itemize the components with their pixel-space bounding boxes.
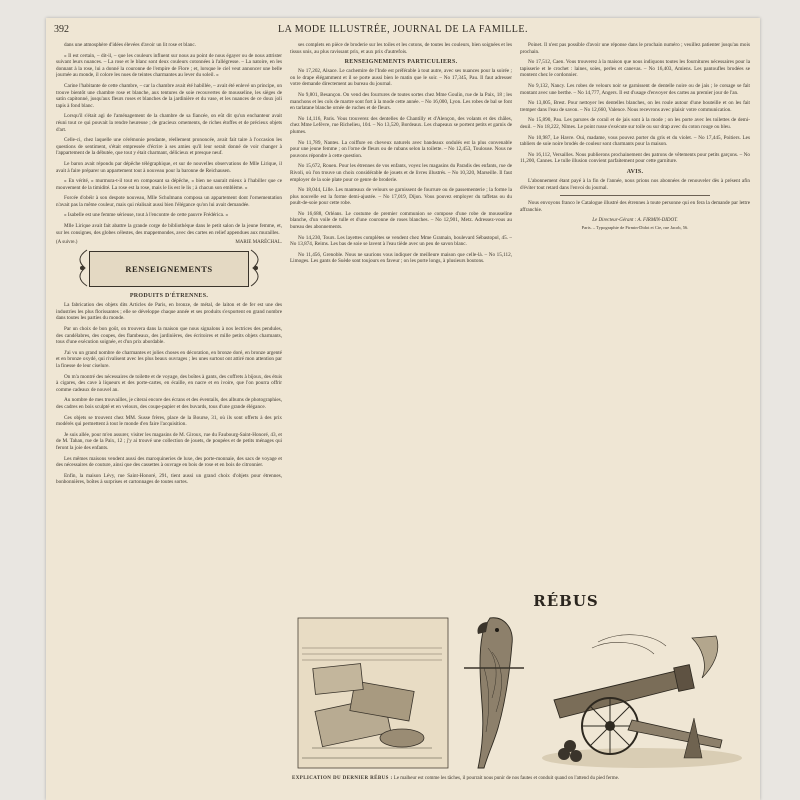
left-intro-text: [56, 42, 282, 236]
rebus-caption: [292, 776, 752, 782]
feuilleton-paragraph: Carine l'habitante de cette chambre, – car la chambre avait été habillée, – avait été enlevé un principe, on trouve bientôt une chambre rose et blanche, aux tentures de soie recouvertes de mousseline, les sièges de satin capitonné, jusqu'aux fleurs roses et blanches de la jardinière et du vase, et les nuances de ce doux joli tapis à fond blanc.: [56, 82, 282, 109]
renseignement-paragraph: No 14,116, Paris. Vous trouverez des dentelles de Chantilly et d'Alençon, des volants et des châles, chez Mme Lefèvre, rue Richelieu, 104. – No 13,520, Bordeaux. Les chapeaux se portent petits et garnis de plumes.: [290, 115, 512, 135]
particuliers-text: [290, 68, 512, 265]
renseignement-paragraph: No 11,456, Grenoble. Nous ne saurions vous indiquer de meilleure maison que celle-là. – No 15,112, Limoges. Les gants de Suède sont toujours en faveur ; on les porte longs, à plusieurs boutons.: [290, 251, 512, 265]
feuilleton-paragraph: Celle-ci, chez laquelle une cérémonie pendante, réellement prononcée, avait fait taire à l'occasion les questions de sentiment, s'était empressée d'écrire à ses amies qu'il leur serait donné de voir changer à l'appartement de la débutée, que tout y était charmant, délicieux et presque neuf.: [56, 137, 282, 157]
feuilleton-paragraph: Le baron avait répondu par dépêche télégraphique, et sur de nouvelles observations de Mlle Lirique, il avait à faire préparer un appartement tout à nouveau pour la baronne de Reichausen.: [56, 160, 282, 174]
rebus-caption-label: EXPLICATION DU DERNIER RÉBUS :: [292, 776, 393, 781]
signature-author: MARIE MARÉCHAL.: [235, 240, 282, 246]
etrennes-paragraph: Je suis allée, pour m'en assurer, visiter les magasins de M. Giroux, rue du Faubourg-Saint-Honoré, 43, et de M. Tahan, rue de la Paix, 12 ; j'y ai trouvé une collection de jouets, de poupées et de petits ménages qui feront la joie des enfants.: [56, 431, 282, 451]
etrennes-text: [56, 302, 282, 486]
rebus-left-scene: [298, 618, 448, 768]
renseignement-paragraph: No 16,112, Versailles. Nous publierons prochainement des patrons de vêtements pour petits garçons. – No 11,200, Cannes. Le tulle illusion convient parfaitement pour cette garniture.: [520, 151, 750, 165]
avis-text: L'abonnement étant payé à la fin de l'année, nous prions nos abonnées de renouveler dès à présent afin d'éviter tout retard dans l'envoi du journal.: [520, 177, 750, 191]
etrennes-section-title: PRODUITS D'ÉTRENNES.: [129, 293, 209, 300]
article-signature: [56, 240, 282, 245]
avis-title: AVIS.: [626, 168, 644, 175]
renseignement-paragraph: No 15,890, Pau. Les parures de corail et de jais sont à la mode ; on les porte avec les toilettes de demi-deuil. – No 18,222, Nîmes. Le point russe s'exécute sur toile ou sur drap avec du coton rouge ou bleu.: [520, 117, 750, 130]
renseignement-paragraph: No 14,230, Tours. Les layettes complètes se vendent chez Mme Gramain, boulevard Sébastopol, 45. – No 13,874, Reims. Les bas de soie se lavent à l'eau tiède avec un peu de savon blanc.: [290, 234, 512, 248]
particuliers-section-title: RENSEIGNEMENTS PARTICULIERS.: [344, 59, 458, 66]
banner-right-ornament-icon: [250, 248, 262, 288]
renseignement-paragraph: No 9,132, Nancy. Les robes de velours noir se garnissent de dentelle noire ou de jais ; le corsage se fait montant avec une berthe. – No 14,777, Angers. Il est d'usage d'envoyer des cartes au premier jour de l'an.: [520, 82, 750, 96]
rebus-illustration: [292, 608, 752, 774]
etrennes-paragraph: Ces objets se trouvent chez MM. Susse frères, place de la Bourse, 31, où ils sont offerts à des prix modérés qui permettent à tout le monde d'en faire l'acquisition.: [56, 414, 282, 428]
feuilleton-paragraph: dans une atmosphère d'idées élevées d'avoir un lit rose et blanc.: [64, 42, 196, 48]
renseignement-paragraph: No 15,672, Rouen. Pour les étrennes de vos enfants, voyez les magasins du Paradis des enfants, rue de Rivoli, où l'on trouve un choix considérable de jouets et de livres illustrés. – No 10,320, Marseille. Il faut employer de la soie plate pour ce genre de broderie.: [290, 163, 512, 183]
renseignement-paragraph: No 18,044, Lille. Les manteaux de velours se garnissent de fourrure ou de passementerie ; la forme la plus nouvelle est la forme demi-ajustée. – No 17,019, Dijon. Vous pouvez employer du taffetas ou du poult-de-soie pour cette robe.: [290, 187, 512, 207]
etrennes-paragraph: J'ai vu un grand nombre de charmantes et jolies choses en décoration, en bronze doré, en bronze argenté et en bronze oxydé, qui rivalisent avec les plus beaux ouvrages ; les unes surtout ont attiré mon attention par la finesse de leur ciselure.: [56, 349, 282, 369]
page-header: [54, 24, 752, 38]
etrennes-paragraph: Enfin, la maison Lévy, rue Saint-Honoré, 291, tient aussi un grand choix d'objets pour étrennes, bonbonnières, boîtes à surprises et cartonnages de toutes sortes.: [56, 472, 282, 486]
banner-left-ornament-icon: [76, 248, 88, 288]
etrennes-paragraph: On m'a montré des nécessaires de toilette et de voyage, des boîtes à gants, des coffrets à bijoux, des étuis à cigares, des cave à liqueurs et des porte-cartes, en écaille, en nacre et en ivoire, que l'on pourra offrir comme cadeaux de nouvel an.: [56, 373, 282, 393]
printer-line: Paris. – Typographie de Firmin-Didot et Cie, rue Jacob, 56.: [581, 225, 689, 231]
rebus-parrot: [464, 618, 524, 768]
renseignement-paragraph: No 17,202, Alsace. Le cachemire de l'Inde est préférable à tout autre, avec ses nuances pour la soirée ; on le drape élégamment et il se porte aussi bien le matin que le soir. – No 17,345, Pau. Il faut adresser votre demande directement au bureau du journal.: [290, 68, 512, 88]
rebus-cannon: [542, 635, 742, 768]
newspaper-page: [46, 18, 760, 800]
renseignement-paragraph: No 16,688, Orléans. Le costume de premier communion se compose d'une robe de mousseline blanche, d'un voile de tulle et d'une couronne de roses blanches. – No 12,901, Metz. Adressez-vous au bureau des abonnements.: [290, 210, 512, 231]
divider-rule: [560, 195, 710, 196]
middle-column: [290, 42, 512, 582]
catalogue-notice: Nous envoyons franco le Catalogue illustré des étrennes à toute personne qui en fera la demande par lettre affranchie.: [520, 200, 750, 213]
etrennes-paragraph: La fabrication des objets dits Articles de Paris, en bronze, de métal, de laiton et de fer est une des industries les plus florissantes ; elle se développe chaque année et ses produits s'exportent en grand nombre dans toutes les parties du monde.: [56, 302, 282, 322]
renseignements-banner: [89, 251, 249, 287]
feuilleton-paragraph: « Il est certain, – dit-il, – que les couleurs influent sur nous au point de nous égayer ou de nous attrister suivant leurs nuances. – La rose et le blanc sont deux couleurs cotonnées à l'allégresse. – La natoire, en les donnant à la rose, lui a donné la couronne de l'empire de Flore ; et, lorsque le ciel veut annoncer une belle journée au monde, il colore les nues de teintes charmantes au lever du soleil. »: [56, 52, 282, 79]
etrennes-paragraph: Par un choix de bon goût, on trouvera dans la maison que nous signalons à nos lectrices des pendules, des candélabres, des coupes, des flambeaux, des jardinières, des écritoires et mille petits objets charmants, tous d'une exécution soignée, et d'un prix abordable.: [56, 326, 282, 346]
rebus-caption-text: Le malheur est comme les tâches, il pourrait nous punir de nos fautes et conduit quand on l'attend du pied ferme.: [393, 776, 620, 781]
feuilleton-paragraph: Forcée d'obéir à son despote nouveau, Mlle Schulmann composa un appartement dont l'ornementation n'avait pas la même couleur, mais qui réalisait aussi bien l'élégance qu'on lui avait demandée.: [56, 195, 282, 208]
right-column: [520, 42, 750, 582]
renseignement-paragraph: No 11,789, Nantes. La coiffure en cheveux naturels avec bandeaux ondulés est la plus convenable pour une jeune femme ; on l'orne de fleurs ou de rubans selon la toilette. – No 12,453, Toulouse. Nous ne pouvons répondre à cette question.: [290, 139, 512, 159]
signature-suite: (A suivre.): [56, 240, 78, 246]
running-title: LA MODE ILLUSTRÉE, JOURNAL DE LA FAMILLE.: [278, 24, 528, 35]
rebus-title: RÉBUS: [533, 592, 599, 610]
feuilleton-paragraph: Mlle Lirique avait fait abattre la grande corge de bibliothèque dans le petit salon de la jeune femme, et, sur les consignes, des globes célestes, des mappemondes, avec des cartes en relief appendues aux murailles.: [56, 223, 282, 236]
right-column-text: [520, 42, 750, 165]
page-number: 392: [54, 24, 69, 35]
renseignement-paragraph: No 17,512, Caen. Vous trouverez à la maison que nous indiquons toutes les fournitures nécessaires pour la tapisserie et le crochet : laines, soies, perles et canevas. – No 16,403, Amiens. Les pantoufles brodées se montent chez le cordonnier.: [520, 59, 750, 79]
feuilleton-paragraph: « En vérité, » murmura-t-il tout en composant sa dépêche, « bien ne saurait mieux à l'habiller que ce mouvement de la timidité. La rose est la rose, mais le lis est le lis ; à chacun son emblème. »: [56, 178, 282, 191]
renseignement-paragraph: Poinet. Il n'est pas possible d'avoir une réponse dans le prochain numéro ; veuillez patienter jusqu'au mois prochain.: [520, 42, 750, 55]
renseignement-paragraph: No 10,987, Le Havre. Oui, madame, vous pouvez porter du gris et du violet. – No 17,445, Poitiers. Les tabliers de soie noire brodés de couleur sont charmants pour la maison.: [520, 134, 750, 148]
feuilleton-paragraph: Lorsqu'il s'était agi de l'aménagement de la chambre de sa fiancée, on eût dit qu'un enchanteur avait réuni tout ce qui pouvait la rendre heureuse ; de gracieux ornements, de riches étoffes et de précieux objets d'art.: [56, 113, 282, 133]
etrennes-paragraph: Au nombre de mes trouvailles, je citerai encore des écrans et des éventails, des albums de photographies, des cadres en bois sculpté et en velours, des coupe-papier et des buvards, tous d'une grande élégance.: [56, 397, 282, 410]
feuilleton-paragraph: « Isabelle est une femme sérieuse, tout à l'encontre de cette pauvre Frédérica. »: [64, 212, 229, 219]
banner-label: RENSEIGNEMENTS: [125, 264, 213, 275]
left-column: [56, 42, 282, 794]
middle-top-paragraph: ses complets en pièce de broderie sur les toiles et les cotons, de toutes les couleurs, bien soignées et les tissus unis, au plus ravissant prix, et aux prix d'autrefois.: [290, 42, 512, 55]
director-credit: Le Directeur-Gérant : A. FIRMIN-DIDOT.: [592, 218, 678, 224]
renseignement-paragraph: No 9,801, Besançon. On vend des fourrures de toutes sortes chez Mme Goulin, rue de la Paix, 18 ; les manchons et les cols de martre sont fort à la mode cette année. – No 16,000, Lyon. Les robes de bal se font en tarlatane blanche ornée de ruches et de fleurs.: [290, 91, 512, 112]
etrennes-paragraph: Les mêmes maisons vendent aussi des maroquineries de luxe, des porte-monnaie, des sacs de voyage et des nécessaires de couture, ainsi que des cassettes à ouvrage en bois de rose et en bois de citronnier.: [56, 455, 282, 469]
renseignement-paragraph: No 13,005, Brest. Pour nettoyer les dentelles blanches, on les roule autour d'une bouteille et on les fait tremper dans l'eau de savon. – No 12,660, Valence. Nous recevrons avec plaisir votre communication.: [520, 100, 750, 113]
